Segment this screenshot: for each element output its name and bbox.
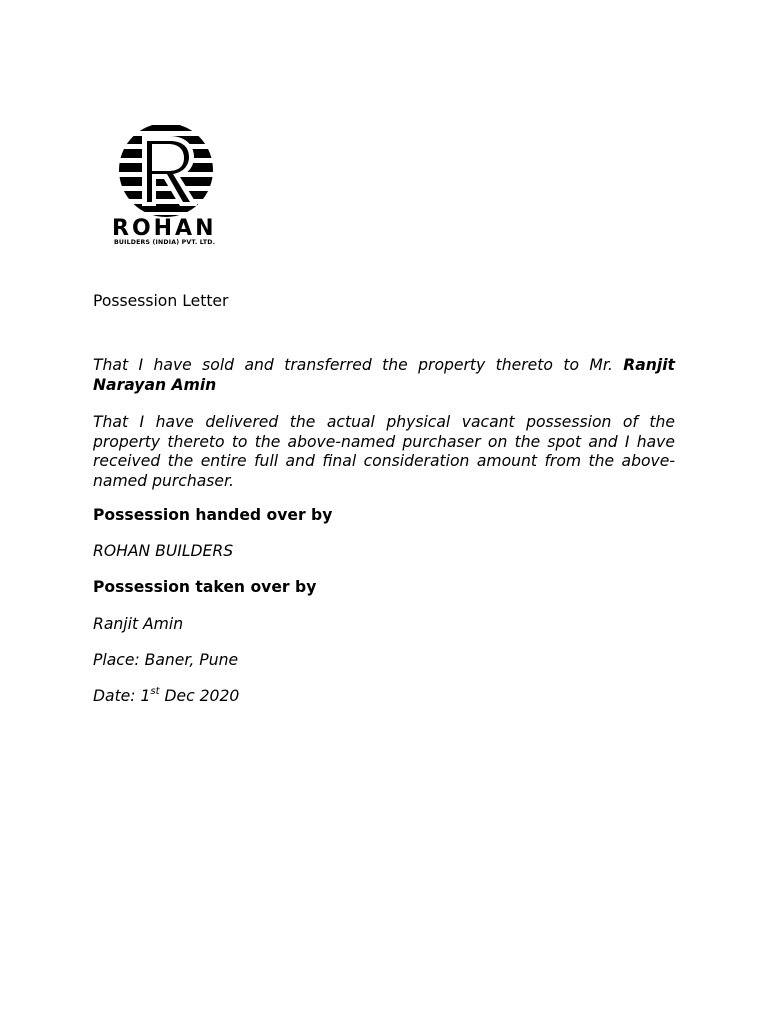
date-rest: Dec 2020 [159,687,240,705]
letter-title: Possession Letter [93,292,229,310]
place-line: Place: Baner, Pune [93,651,239,669]
handed-over-label: Possession handed over by [93,506,333,524]
purchaser-name: Ranjit Narayan Amin [93,356,675,394]
taken-over-by: Ranjit Amin [93,615,184,633]
transfer-paragraph [93,356,675,395]
handed-over-by: ROHAN BUILDERS [93,542,234,560]
logo-name: ROHAN [112,216,217,241]
transfer-text: That I have sold and transferred the property thereto to Mr. [93,356,624,374]
date-prefix: Date: 1 [93,687,151,705]
company-logo [112,122,228,252]
date-line [93,687,675,707]
delivery-paragraph: That I have delivered the actual physical vacant possession of the property thereto to the above-named purchaser on the spot and I have received the entire full and final consideration amount from the above-named purchaser. [93,413,675,490]
rohan-logo-icon [118,122,218,222]
taken-over-label: Possession taken over by [93,578,317,596]
logo-subtitle: BUILDERS (INDIA) PVT. LTD. [114,239,216,246]
date-ordinal: st [150,686,160,697]
